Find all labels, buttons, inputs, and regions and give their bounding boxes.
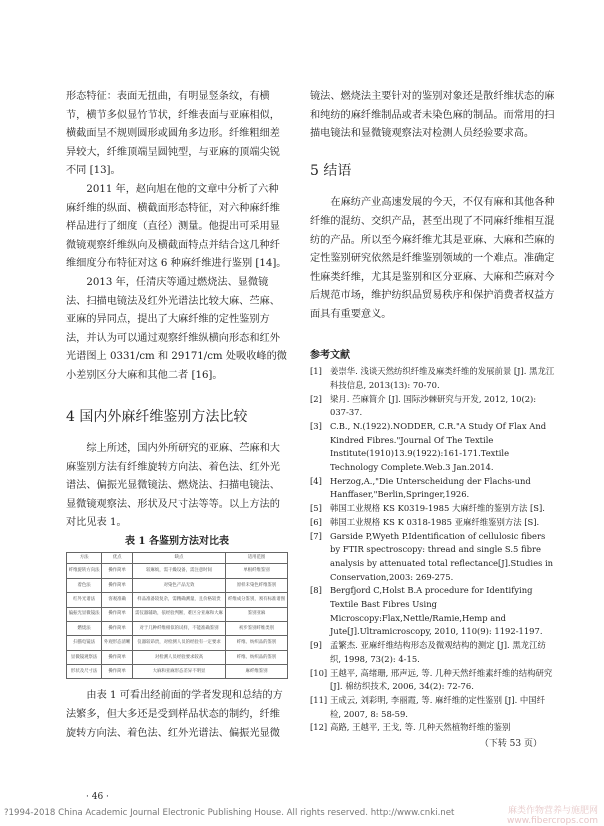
watermark xyxy=(507,806,598,826)
table-cell: 红外光谱法 xyxy=(67,593,102,607)
reference-item xyxy=(310,502,556,516)
watermark-line-2: www.fibercrops.com xyxy=(507,816,598,826)
reference-text: 姜崇华. 浅谈天然纺织纤维及麻类纤维的发展前景 [J]. 黑龙江科技信息, 2013(13): 70-70. xyxy=(330,366,555,390)
table-header-cell: 优点 xyxy=(102,552,133,564)
table-cell: 纤维、纺织品的鉴别 xyxy=(226,650,288,664)
reference-number: [7] xyxy=(310,530,322,541)
left-paragraph-1: 形态特征：表面无扭曲，有明显竖条纹，有横节，横节多似显竹节状，纤维表面与亚麻相似，横截面呈不规则圆形或圆角多边形。纤维粗细差异较大，纤维顶端呈圆钝型，与亚麻的顶端尖锐不同 [13]。 xyxy=(66,91,280,177)
reference-number: [12] xyxy=(310,722,328,733)
table-cell: 纤维成分鉴别，须有标准谱图 xyxy=(226,593,288,607)
table-cell: 麻纤维鉴别 xyxy=(226,665,288,679)
reference-text: Herzog,A.,"Die Unterscheidung der Flachs-und Hanffaser,"Berlin,Springer,1926. xyxy=(330,475,531,500)
table-cell: 外观形态清晰 xyxy=(102,636,133,650)
table-cell: 扫描电镜法 xyxy=(67,636,102,650)
table-row xyxy=(67,564,288,578)
left-paragraph-4: 综上所述，国内外所研究的亚麻、苎麻和大麻鉴别方法有纤维旋转方向法、着色法、红外光谱法、偏振光显微镜法、燃烧法、扫描电镜法、显微镜观察法、形状及尺寸法等等。以上方法的对比见表 1。 xyxy=(66,443,280,529)
reference-number: [9] xyxy=(310,640,322,651)
table-row xyxy=(67,593,288,607)
reference-number: [6] xyxy=(310,516,322,527)
method-comparison-table xyxy=(66,552,288,680)
reference-number: [11] xyxy=(310,695,328,705)
reference-list xyxy=(310,365,556,735)
table-cell: 对于几种纤维相似的试样，不能准确鉴别 xyxy=(132,621,225,635)
table-cell: 操作简单 xyxy=(102,607,133,621)
table-cell: 对染色产品无效 xyxy=(132,578,225,592)
copyright-footer: ?1994-2018 China Academic Journal Electronic Publishing House. All rights reserved. http://www.cnki.net xyxy=(4,808,455,818)
table-cell: 仪器较昂贵，对检测人员的经验有一定要求 xyxy=(132,636,225,650)
reference-number: [8] xyxy=(310,585,322,596)
table-cell: 偏振光显微镜法 xyxy=(67,607,102,621)
reference-text: Garside P,Wyeth P.Identification of cellulosic fibers by FTIR spectroscopy: thread and single S.5 fibre analysis by attenuated total reflectance[J].Studies in Conservation,2003: 269-275. xyxy=(330,530,554,582)
table-header-cell: 缺点 xyxy=(132,552,225,564)
references-heading: 参考文献 xyxy=(310,349,350,361)
table-cell: 着色法 xyxy=(67,578,102,592)
page-number: · 46 · xyxy=(86,792,109,802)
section-4-heading: 4 国内外麻纤维鉴别方法比较 xyxy=(66,408,248,425)
right-paragraph-1: 镜法、燃烧法主要针对的鉴别对象还是散纤维状态的麻和纯纺的麻纤维制品或者未染色麻的制品。而常用的扫描电镜法和显微镜观察法对检测人员经验要求高。 xyxy=(310,91,555,140)
reference-text: 孟繁杰. 亚麻纤维结构形态及微观结构的测定 [J]. 黑龙江纺织, 1998, 73(2): 4-15. xyxy=(330,640,546,664)
table-header-cell: 适用范围 xyxy=(226,552,288,564)
right-column xyxy=(310,88,556,754)
reference-text: 梁月. 苎麻简介 [J]. 国际沙棘研究与开发, 2012, 10(2): 037-37. xyxy=(330,393,537,418)
reference-text: Bergfjord C,Holst B.A procedure for Identifying Textile Bast Fibres Using Microscopy:Flax,Nettle/Ramie,Hemp and Jute[J].Ultramicroscopy, 2010, 110(9): 1192-1197. xyxy=(330,585,543,637)
left-column xyxy=(66,88,288,743)
table-cell: 初步鉴别纤维类别 xyxy=(226,621,288,635)
reference-number: [2] xyxy=(310,393,322,404)
table-row xyxy=(67,607,288,621)
table-row xyxy=(67,650,288,664)
table-cell: 样品准备较复杂，需精确测量，且价格较贵 xyxy=(132,593,225,607)
table-cell: 需仪器辅助，依经验判断，难区分亚麻和大麻 xyxy=(132,607,225,621)
table-row xyxy=(67,636,288,650)
table-cell: 显微镜观察法 xyxy=(67,650,102,664)
table-cell: 大麻和亚麻形态差异不明显 xyxy=(132,665,225,679)
table-row xyxy=(67,665,288,679)
table-cell: 操作简单 xyxy=(102,578,133,592)
table-cell: 形状及尺寸法 xyxy=(67,665,102,679)
reference-text: 高路, 王越平, 王戈, 等. 几种天然植物纤维的鉴别 xyxy=(330,722,511,733)
reference-number: [4] xyxy=(310,475,322,486)
table-header-cell: 方法 xyxy=(67,552,102,564)
table-cell: 操作简单 xyxy=(102,621,133,635)
table-cell: 较麻烦，需干燥设备，需注意时间 xyxy=(132,564,225,578)
left-paragraph-5: 由表 1 可看出经前面的学者发现和总结的方法繁多，但大多还是受到样品状态的制约，纤维旋转方向法、着色法、红外光谱法、偏振光显微 xyxy=(66,690,283,739)
reference-text: 王成云, 刘彩明, 李丽霞, 等. 麻纤维的定性鉴别 [J]. 中国纤检, 2007, 8: 58-59. xyxy=(330,695,546,719)
table-row xyxy=(67,621,288,635)
right-paragraph-2: 在麻纺产业高速发展的今天，不仅有麻和其他各种纤维的混纺、交织产品，甚至出现了不同麻纤维相互混纺的产品。所以至今麻纤维尤其是亚麻、大麻和苎麻的定性鉴别研究依然是纤维鉴别领域的一个难点。准确定性麻类纤维，尤其是鉴别和区分亚麻、大麻和苎麻对今后规范市场，维护纺织品贸易秩序和保护消费者权益方面具有重要意义。 xyxy=(310,197,555,320)
reference-text: 王越平, 高绪珊, 邢声远, 等. 几种天然纤维素纤维的结构研究 [J]. 棉纺织技术, 2006, 34(2): 72-76. xyxy=(330,667,553,692)
reference-item xyxy=(310,694,556,721)
reference-text: 韩国工业规格 KS K0319-1985 大麻纤维的鉴别方法 [S]. xyxy=(330,503,545,514)
table-cell: 鉴别亚麻 xyxy=(226,607,288,621)
table-cell: 操作简单 xyxy=(102,650,133,664)
table-cell: 操作简单 xyxy=(102,564,133,578)
reference-item xyxy=(310,516,556,530)
reference-item xyxy=(310,365,556,392)
table-cell: 操作简单 xyxy=(102,665,133,679)
table-cell: 纤维、纺织品的鉴别 xyxy=(226,636,288,650)
reference-item xyxy=(310,667,556,694)
reference-number: [3] xyxy=(310,420,322,431)
reference-item xyxy=(310,584,556,639)
table-title: 表 1 各鉴别方法对比表 xyxy=(125,536,229,548)
section-5-heading: 5 结语 xyxy=(310,162,352,179)
left-paragraph-2: 2011 年，赵向旭在他的文章中分析了六种麻纤维的纵面、横截面形态特征，对六种麻纤维样品进行了细度（直径）测量。他提出可采用显微镜观察纤维纵向及横截面特点并结合这几种纤维细度分布特征对这 6 种麻纤维进行鉴别 [14]。 xyxy=(66,183,287,270)
watermark-line-1: 麻类作物营养与施肥网 xyxy=(507,806,598,816)
table-cell: 单根纤维鉴别 xyxy=(226,564,288,578)
table-cell: 客观准确 xyxy=(102,593,133,607)
reference-number: [10] xyxy=(310,667,328,678)
reference-item xyxy=(310,530,556,585)
table-row xyxy=(67,578,288,592)
reference-item xyxy=(310,721,556,735)
reference-text: C.B., N.(1922).NODDER, C.R."A Study Of Flax And Kindred Fibres."Journal Of The Textile Institute(1910)13.9(1922):161-171.Textile Technology Complete.Web.3 Jan.2014. xyxy=(330,420,547,473)
table-header-row xyxy=(67,552,288,564)
table-cell: 对检测人员经验要求较高 xyxy=(132,650,225,664)
table-cell: 纤维旋转方向法 xyxy=(67,564,102,578)
reference-number: [5] xyxy=(310,503,322,514)
table-cell: 原样未染色纤维鉴别 xyxy=(226,578,288,592)
reference-number: [1] xyxy=(310,366,322,377)
reference-item xyxy=(310,420,556,475)
continued-note: （下转 53 页） xyxy=(479,739,542,750)
left-paragraph-3: 2013 年，任清庆等通过燃烧法、显微镜法、扫描电镜法及红外光谱法比较大麻、苎麻、亚麻的异同点，提出了大麻纤维的定性鉴别方法，并认为可以通过观察纤维纵横向形态和红外光谱图上 0331/cm 和 29171/cm 处吸收峰的微小差别区分大麻和其他二者 [16]。 xyxy=(66,276,287,381)
reference-item xyxy=(310,639,556,666)
table-cell: 燃烧法 xyxy=(67,621,102,635)
reference-item xyxy=(310,393,556,420)
reference-text: 韩国工业规格 KS K 0318-1985 亚麻纤维鉴别方法 [S]. xyxy=(330,516,540,527)
reference-item xyxy=(310,475,556,502)
